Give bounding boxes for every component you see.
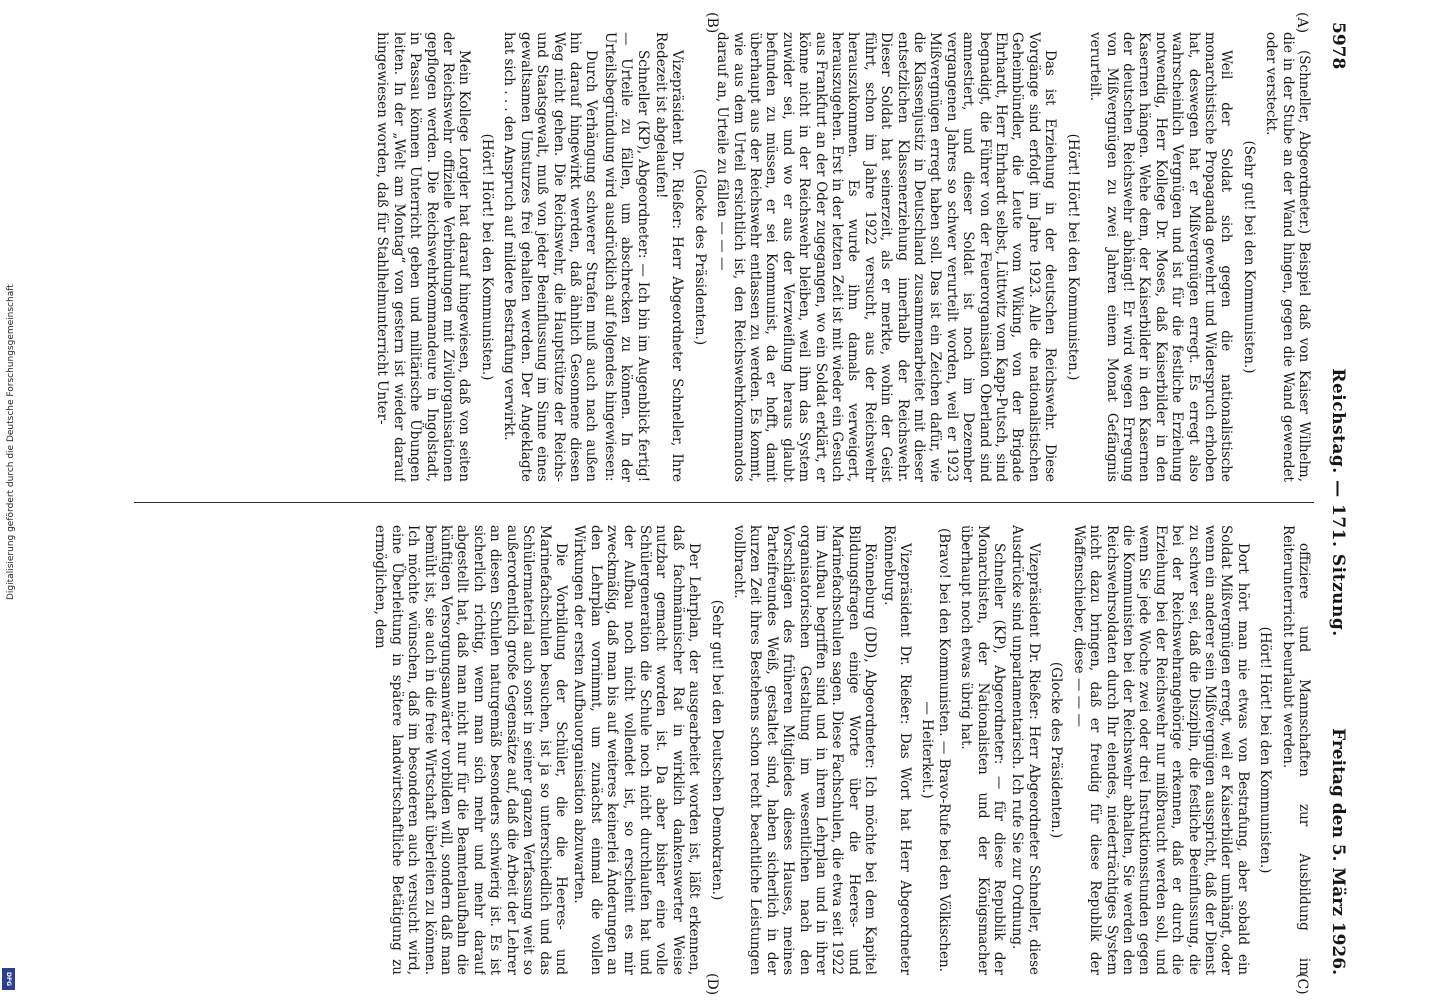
left-paragraph: Schneller (KP), Abgeordneter: — Ich bin im Augenblick fertig! — Urteile zu fällen, um abschrecken zu können. In der Urteilsbegründung wird ausdrücklich auf folgendes hingewiesen: bbox=[601, 32, 651, 482]
session-date: Freitag den 5. März 1926. bbox=[1328, 728, 1348, 975]
left-paragraph: Das ist Erziehung in der deutschen Reichswehr. Diese Vorgänge sind erfolgt im Jahre 1923. Alle die nationalistischen Geheimbündler, die Leute vom Wiking, von der Brigade Ehrhardt, Herr Ehrhardt selbst, Lüttwitz vom Kapp-Putsch, sind begnadigt, die Führer von der Feuerorganisation Oberland sind amnestiert, und dieser Soldat ist noch im Dezember vergangenen Jahres so schwer verurteilt worden, weil er 1923 Mißvergnügen erregt haben soll. Das ist ein Zeichen dafür, wie die Klassenjustiz in Deutschland zusammenarbeitet mit dieser entsetzlichen Klassenerziehung innerhalb der Reichswehr. Dieser Soldat hat seinerzeit, als er merkte, wohin der Geist führt, schon im Jahre 1922 versucht, aus der Reichswehr herauszukommen. Es wurde ihm damals verweigert, herauszugehen. Erst in der letzten Zeit ist mit wieder ein Gesuch aus Frankfurt an der Oder zugegangen, wo ein Soldat erklärt, er könne nicht in der Reichswehr bleiben, weil ihm das System zuwider sei, und wo er aus der Verzweiflung heraus glaubt befunden zu müssen, er sei Kommunist, da er hofft, damit überhaupt aus der Reichswehr entlassen zu werden. Es kommt, wie aus dem Urteil ersichtlich ist, den Reichswehrkommandos darauf an, Urteile zu fällen — — — bbox=[714, 32, 1059, 482]
right-interjection: (Glocke des Präsidenten.) bbox=[1048, 661, 1065, 839]
right-paragraph: offiziere und Mannschaften zur Ausbildung im Reiterunterricht beurlaubt werden. bbox=[1279, 525, 1312, 975]
right-paragraph: Vizepräsident Dr. Rießer: Herr Abgeordneter Schneller, diese Ausdrücke sind unparlamentarisch. Ich rufe Sie zur Ordnung. bbox=[1009, 525, 1042, 975]
margin-mark-d: (D) bbox=[704, 973, 720, 996]
page-header bbox=[1318, 10, 1348, 995]
right-paragraph: Die Vorbildung der Schüler, die die Heeres- und Marinefachschulen besuchen, ist ja so unterschiedlich und das Schülermaterial auch sonst in seiner ganzen Verfassung weit so außerordentlich große Gegensätze auf, daß die Arbeit der Lehrer an diesen Schulen naturgemäß besonders schwierig ist. Es ist sicherlich richtig, wenn man sich mehr und mehr darauf abgestellt hat, daß man nicht nur für die Beamtenlaufbahn die künftigen Versorgungsanwärter vorbilden will, sondern daß man bemüht ist, sie auch in die freie Wirtschaft überleiten zu können. Ich möchte wünschen, daß im besonderen auch versucht wird, eine Überleitung in spätere landwirtschaftliche Betätigung zu ermöglichen, dem bbox=[372, 525, 569, 975]
document-page bbox=[110, 10, 1360, 995]
left-interjection: (Hört! Hört! bei den Kommunisten.) bbox=[478, 133, 495, 381]
digitization-credit: Digitalisierung gefördert durch die Deutsche Forschungsgemeinschaft bbox=[6, 284, 16, 600]
left-paragraph: Durch Verhängung schwerer Strafen muß auch nach außen hin darauf hingewirkt werden, daß ähnlich Gesonnene diesen Weg nicht gehen. Die Reichswehr, die Hauptstütze der Reichs- und Staatsgewalt, muß von jeder Beeinflussung im Sinne eines gewaltsamen Umsturzes frei gehalten werden. Der Angeklagte hat sich . . . den Anspruch auf mildere Bestrafung verwirkt. bbox=[501, 32, 600, 482]
right-interjection: (Bravo! bei den Kommunisten. — Bravo-Rufe bei den Völkischen. — Heiterkeit.) bbox=[919, 528, 952, 972]
left-paragraph: Vizepräsident Dr. Rießer: Herr Abgeordneter Schneller, Ihre Redezeit ist abgelaufen! bbox=[652, 32, 686, 482]
right-paragraph: Rönneburg (DD), Abgeordneter: Ich möchte bei dem Kapitel Bildungsfragen einige Worte über die Heeres- und Marinefachschulen sagen. Diese Fachschulen, die etwa seit 1922 im Aufbau begriffen sind und in ihrem Lehrplan und in ihrer organisatorischen Gestaltung im wesentlichen nach den Vorschlägen des früheren Mitgliedes dieses Hauses, meines Parteifreundes Weiß, gestaltet sind, haben sicherlich in der kurzen Zeit ihres Bestehens schon recht beachtliche Leistungen vollbracht. bbox=[731, 525, 879, 975]
dfg-logo-badge: DFG bbox=[2, 968, 15, 990]
left-paragraph: Weil der Soldat sich gegen die nationalistische monarchistische Propaganda gewehrt und Widerspruch erhoben hat, deswegen hat er Mißvergnügen erregt. Es erregt also wahrscheinlich Vergnügen und ist für die festliche Erziehung notwendig, Herr Kollege Dr. Moses, daß Kaiserbilder in den Kasernen hängen. Wehe dem, der Kaiserbilder in den Kasernen der deutschen Reichswehr abhängt! Er wird wegen Erregung von Mißvergnügen zu zwei Jahren einem Monat Gefängnis verurteilt. bbox=[1087, 32, 1235, 482]
left-interjection: (Hört! Hört! bei den Kommunisten.) bbox=[1064, 133, 1081, 381]
left-paragraph: (Schneller, Abgeordneter.) Beispiel daß von Kaiser Wilhelm, die in der Stube an der Wand hingen, gegen die Wand gewendet oder versteckt. bbox=[1263, 32, 1312, 482]
left-interjection: (Glocke des Präsidenten.) bbox=[691, 168, 708, 346]
right-column bbox=[132, 525, 1312, 975]
right-paragraph: Vizepräsident Dr. Rießer: Das Wort hat Herr Abgeordneter Rönneburg. bbox=[880, 525, 914, 975]
margin-mark-b: (B) bbox=[704, 12, 720, 34]
right-paragraph: Der Lehrplan, der ausgearbeitet worden ist, läßt erkennen, daß fachmännischer Rat in wirklich dankenswerter Weise nutzbar gemacht worden ist. Da aber bisher eine volle Schülergeneration die Schule noch nicht durchlaufen hat und der Aufbau noch nicht vollendet ist, so erscheint es mir zweckmäßig, daß man bis auf weiteres keinerlei Änderungen an den Lehrplan vornimmt, um zunächst einmal die vollen Wirkungen der ersten Aufbauorganisation abzuwarten. bbox=[571, 525, 703, 975]
column-divider bbox=[134, 502, 1314, 503]
right-paragraph: Schneller (KP), Abgeordneter: — für diese Republik der Monarchisten, der Nationalisten und der Königsmacher überhaupt noch etwas übrig hat. bbox=[958, 525, 1008, 975]
right-interjection: (Sehr gut! bei den Deutschen Demokraten.) bbox=[708, 599, 725, 901]
left-paragraph: Mein Kollege Lorgler hat darauf hingewiesen, daß von seiten der Reichswehr offizielle Verbindungen mit Zivilorganisationen gepflogen werden. Die Reichswehrkommandeure in Ingolstadt, in Passau können Unterricht geben und militärische Übungen leiten. In der „Welt am Montag“ von gestern ist wieder darauf hingewiesen worden, daß für Stahlhelmunterricht Unter- bbox=[374, 32, 473, 482]
left-column bbox=[132, 32, 1312, 482]
page-number: 5978 bbox=[1328, 22, 1348, 70]
margin-mark-c: (C) bbox=[1294, 973, 1310, 995]
right-paragraph: Dort hört man nie etwas von Bestrafung, aber sobald ein Soldat Mißvergnügen erregt, weil er Kaiserbilder umhängt, oder wenn ein anderer sein Mißvergnügen ausspricht, daß der Dienst zu schwer sei, daß die Disziplin, die festliche Beeinflussung, die bei der Reichswehrangehörige erkennen, daß er durch die Erziehung bei der Reichswehr nur mißbraucht werden soll, und wenn Sie jede Woche zwei oder drei Instruktionsstunden gegen die Kommunisten bei der Reichswehr abhalten, Sie werden den Reichswehrsoldaten durch Ihr elendes, niederträchtiges System nicht dazu bringen, daß er freudig für diese Republik der Waffenschieber, diese — — — bbox=[1070, 525, 1251, 975]
left-interjection: (Sehr gut! bei den Kommunisten.) bbox=[1240, 140, 1257, 374]
margin-mark-a: (A) bbox=[1294, 12, 1310, 34]
right-interjection: (Hört! Hört! bei den Kommunisten.) bbox=[1257, 626, 1274, 874]
page-title: Reichstag. — 171. Sitzung. bbox=[1328, 368, 1348, 637]
